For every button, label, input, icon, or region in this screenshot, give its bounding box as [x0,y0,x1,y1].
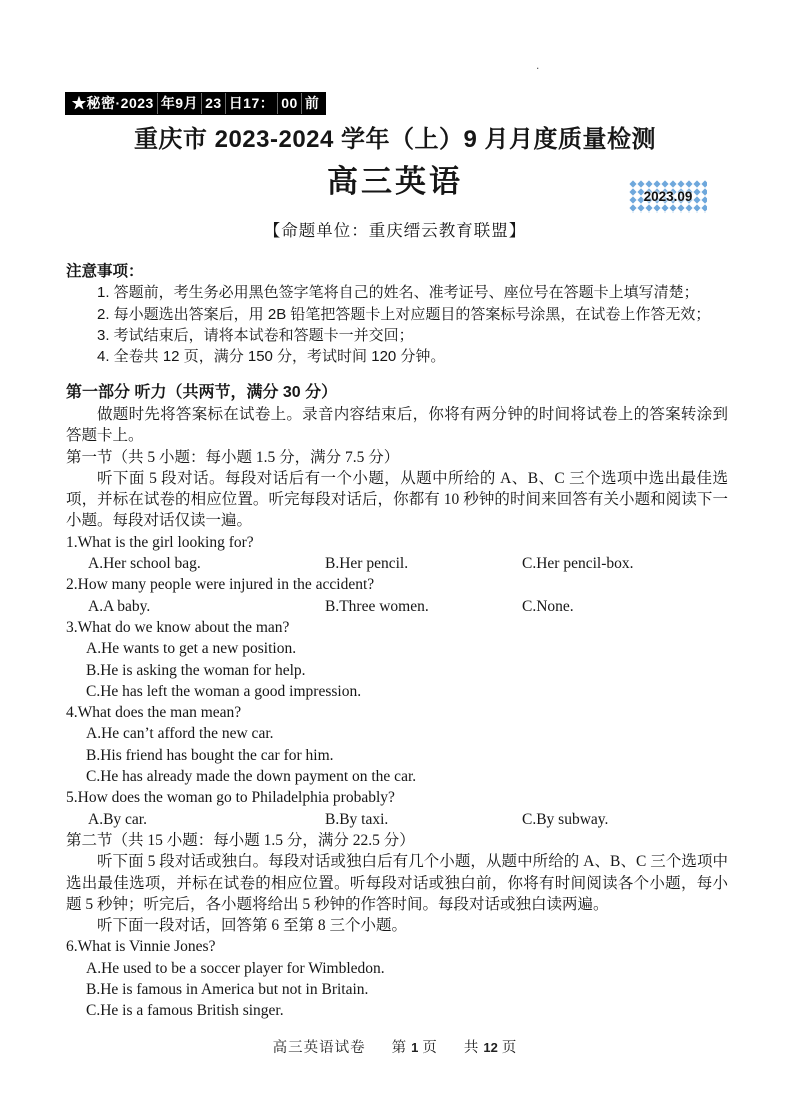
option-c: C.He has left the woman a good impression. [86,682,362,700]
option-c: C.He is a famous British singer. [86,1002,284,1020]
issuer-line: 【命题单位：重庆缙云教育联盟】 [263,221,527,240]
option-a: A.A baby. [88,597,151,615]
option-b: B.He is asking the woman for help. [86,661,306,679]
option-c: C.None. [522,597,574,615]
part1-instructions: 做题时先将答案标在试卷上。录音内容结束后，你将有两分钟的时间将试卷上的答案转涂到答题卡上。 [66,405,728,445]
options-row [66,809,728,830]
option-a: A.He can’t afford the new car. [86,725,274,743]
secrecy-banner [65,92,326,115]
option-b: B.Her pencil. [325,555,409,573]
note-item: 1. 答题前，考生务必用黑色签字笔将自己的姓名、准考证号、座位号在答题卡上填写清楚； [97,284,699,302]
footer-total-suffix: 页 [501,1040,518,1056]
banner-segment: ★秘密·2023 [69,93,158,114]
banner-segment: 前 [304,95,320,111]
question-text: 4.What does the man mean? [66,704,242,722]
question-2 [66,574,728,617]
footer-paper-name: 高三英语试卷 [272,1040,366,1056]
banner-segment: 00 [278,93,302,114]
footer-page-prefix: 第 [391,1040,408,1056]
option-b: B.By taxi. [325,810,389,828]
banner-segment: 23 [202,93,226,114]
stray-scan-mark: . [536,58,540,72]
options-row [66,596,728,617]
badge-date-text: 2023.09 [643,189,693,204]
option-a: A.Her school bag. [88,555,201,573]
footer-total-number: 12 [483,1040,498,1055]
banner-segment: 日17： [226,93,279,114]
section2-heading: 第二节（共 15 小题：每小题 1.5 分，满分 22.5 分） [66,831,415,849]
footer-page-number: 1 [411,1040,419,1055]
option-c: C.By subway. [522,810,609,828]
question-1 [66,532,728,575]
exam-title: 重庆市 2023-2024 学年（上）9 月月度质量检测 [133,126,657,153]
option-c: C.He has already made the down payment on the car. [86,768,417,786]
option-b: B.He is famous in America but not in Britain. [86,981,369,998]
section2-instructions: 听下面 5 段对话或独白。每段对话或独白后有几个小题，从题中所给的 A、B、C 三个选项中选出最佳选项，并标在试卷的相应位置。听每段对话或独白前，你将有时间阅读各个小题，每小题 5 秒钟；听完后，各小题将给出 5 秒钟的作答时间。每段对话或独白读两遍。 [66,853,728,913]
note-item: 4. 全卷共 12 页，满分 150 分，考试时间 120 分钟。 [97,348,446,366]
question-5 [66,787,728,830]
option-a: A.He used to be a soccer player for Wimbledon. [86,959,385,977]
note-item: 2. 每小题选出答案后，用 2B 铅笔把答题卡上对应题目的答案标号涂黑，在试卷上作答无效； [97,305,711,323]
question-text: 1.What is the girl looking for? [66,533,254,551]
question-text: 2.How many people were injured in the accident? [66,576,375,594]
options-row [66,553,728,574]
question-3 [66,617,728,702]
footer-page-suffix: 页 [422,1040,438,1056]
exam-body [66,261,728,1022]
question-6 [66,936,728,1021]
option-b: B.His friend has bought the car for him. [86,746,334,764]
question-text: 5.How does the woman go to Philadelphia probably? [66,789,395,807]
page-footer [0,1036,790,1057]
section2-dialog-prompt: 听下面一段对话，回答第 6 至第 8 三个小题。 [97,917,408,935]
notes-heading: 注意事项： [66,263,144,280]
question-text: 6.What is Vinnie Jones? [66,938,216,956]
exam-subject-title: 高三英语 [327,164,463,199]
question-text: 3.What do we know about the man? [66,618,290,636]
footer-total-prefix: 共 [463,1040,480,1056]
option-b: B.Three women. [325,597,429,615]
date-badge [629,180,707,213]
option-c: C.Her pencil-box. [522,555,634,573]
note-item: 3. 考试结束后，请将本试卷和答题卡一并交回； [97,326,414,344]
banner-segment: 年9月 [158,93,202,114]
option-a: A.He wants to get a new position. [86,640,297,658]
section1-instructions: 听下面 5 段对话。每段对话后有一个小题，从题中所给的 A、B、C 三个选项中选出最佳选项，并标在试卷的相应位置。听完每段对话后，你都有 10 秒钟的时间来回答有关小题和阅读下一小题。每段对话仅读一遍。 [66,469,728,530]
part1-heading: 第一部分 听力（共两节，满分 30 分） [66,384,338,402]
option-a: A.By car. [88,810,147,828]
section1-heading: 第一节（共 5 小题：每小题 1.5 分，满分 7.5 分） [66,448,400,466]
question-4 [66,702,728,787]
